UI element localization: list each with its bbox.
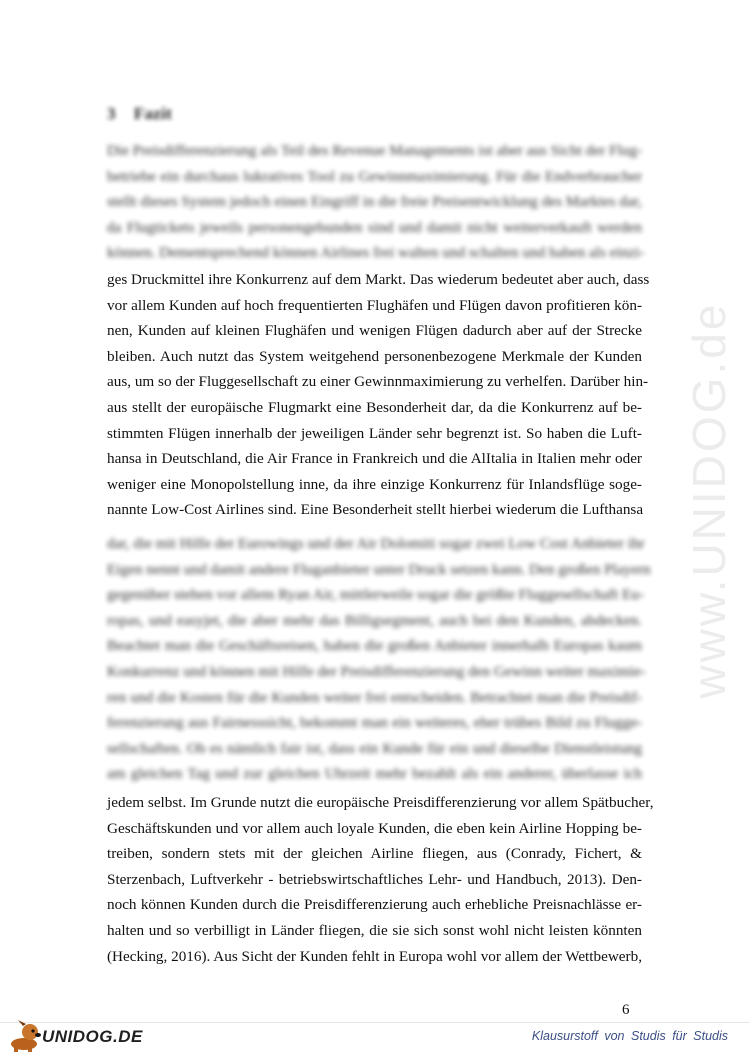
paragraph-visible-middle <box>107 267 650 523</box>
text-line: ren und die Kosten für die Kunden weiter frei entscheiden. Betrachtet man die Preisdif- <box>107 688 642 706</box>
text-line: treiben, sondern stets mit der gleichen Airline fliegen, aus (Conrady, Fichert, & <box>107 845 642 863</box>
text-line: betriebe ein durchaus lukratives Tool zu Gewinnmaximierung. Für die Endverbraucher <box>107 167 642 185</box>
text-line: nannte Low-Cost Airlines sind. Eine Besonderheit stellt hierbei wiederum die Lufthansa <box>107 501 644 519</box>
watermark: www.UNIDOG.de <box>683 301 735 699</box>
page-number: 6 <box>622 1002 630 1018</box>
text-line: bleiben. Auch nutzt das System weitgehend personenbezogene Merkmale der Kunden <box>107 347 642 365</box>
text-line: stellt dieses System jedoch einen Eingriff in die freie Preisentwicklung des Marktes dar, <box>107 193 642 211</box>
section-title: Fazit <box>133 104 173 123</box>
text-line: dar, die mit Hilfe der Eurowings und der Air Dolomiti sogar zwei Low Cost Anbieter ihr <box>107 535 645 552</box>
text-line: weniger eine Monopolstellung inne, da ihre einzige Konkurrenz für Inlandsflüge soge- <box>107 475 642 493</box>
text-line: vor allem Kunden auf hoch frequentierten Flughäfen und Flügen davon profitieren kön- <box>107 296 642 314</box>
text-line: sellschaften. Ob es nämlich fair ist, dass ein Kunde für ein und dieselbe Dienstleistung <box>107 739 642 757</box>
text-line: aus stellt der europäische Flugmarkt eine Besonderheit dar, da die Konkurrenz auf be- <box>107 398 642 416</box>
text-line: Sterzenbach, Luftverkehr - betriebswirtschaftliches Lehr- und Handbuch, 2013). Den- <box>107 870 642 888</box>
paragraph-visible-bottom <box>107 790 654 969</box>
logo-text: UNIDOG.DE <box>42 1027 143 1046</box>
text-line: Eigen nennt und damit andere Fluganbieter unter Druck setzen kann. Den großen Playern <box>107 560 651 578</box>
text-line: Die Preisdifferenzierung als Teil des Revenue Managements ist aber aus Sicht der Flug- <box>107 142 642 159</box>
text-line: jedem selbst. Im Grunde nutzt die europäische Preisdifferenzierung vor allem Spätbucher, <box>107 794 654 811</box>
text-line: halten und so verbilligt in Länder fliegen, die sie sich sonst wohl nicht leisten könnten <box>107 921 642 939</box>
text-line: nen, Kunden auf kleinen Flughäfen und wenigen Flügen dadurch aber auf der Strecke <box>107 322 642 340</box>
text-line: (Hecking, 2016). Aus Sicht der Kunden fehlt in Europa wohl vor allem der Wettbewerb, <box>107 947 642 965</box>
text-line: können. Dementsprechend können Airlines frei walten und schalten und haben als einzi- <box>107 244 645 262</box>
text-line: ferenzierung aus Fairnesssicht, bekommt man ein weiteres, eher trübes Bild zu Flugge- <box>107 714 642 732</box>
text-line: aus, um so der Fluggesellschaft zu einer Gewinnmaximierung zu verhelfen. Darüber hin- <box>107 373 649 391</box>
text-line: am gleichen Tag und zur gleichen Uhrzeit mehr bezahlt als ein anderer, überlasse ich <box>107 765 642 783</box>
paragraph-blurred-middle <box>107 531 651 787</box>
footer-tagline: Klausurstoff von Studis für Studis <box>531 1029 728 1043</box>
text-line: stimmten Flügen innerhalb der jeweiligen Länder sehr begrenzt ist. So haben die Luft- <box>107 424 642 442</box>
text-line: Konkurrenz und können mit Hilfe der Preisdifferenzierung den Gewinn weiter maximie- <box>107 662 646 680</box>
section-number: 3 <box>107 104 116 123</box>
text-line: da Flugtickets jeweils personengebunden sind und damit nicht weiterverkauft werden <box>107 218 642 236</box>
section-heading <box>107 104 172 124</box>
text-line: Beachtet man die Geschäftsreisen, haben die großen Anbieter innerhalb Europas kaum <box>107 637 642 655</box>
text-line: noch können Kunden durch die Preisdifferenzierung auch erhebliche Preisnachlässe er- <box>107 896 642 914</box>
text-line: Geschäftskunden und vor allem auch loyale Kunden, die eben kein Airline Hopping be- <box>107 819 642 837</box>
text-line: ges Druckmittel ihre Konkurrenz auf dem Markt. Das wiederum bedeutet aber auch, dass <box>107 271 650 288</box>
paragraph-blurred-top <box>107 138 645 266</box>
text-line: hansa in Deutschland, die Air France in Frankreich und die AlItalia in Italien mehr oder <box>107 450 642 468</box>
text-line: ropas, und easyjet, die aber mehr das Billigsegment, auch bei den Kunden, abdecken. <box>107 611 642 629</box>
text-line: gegenüber stehen vor allem Ryan Air, mittlerweile sogar die größte Fluggesellschaft Eu- <box>107 586 644 604</box>
